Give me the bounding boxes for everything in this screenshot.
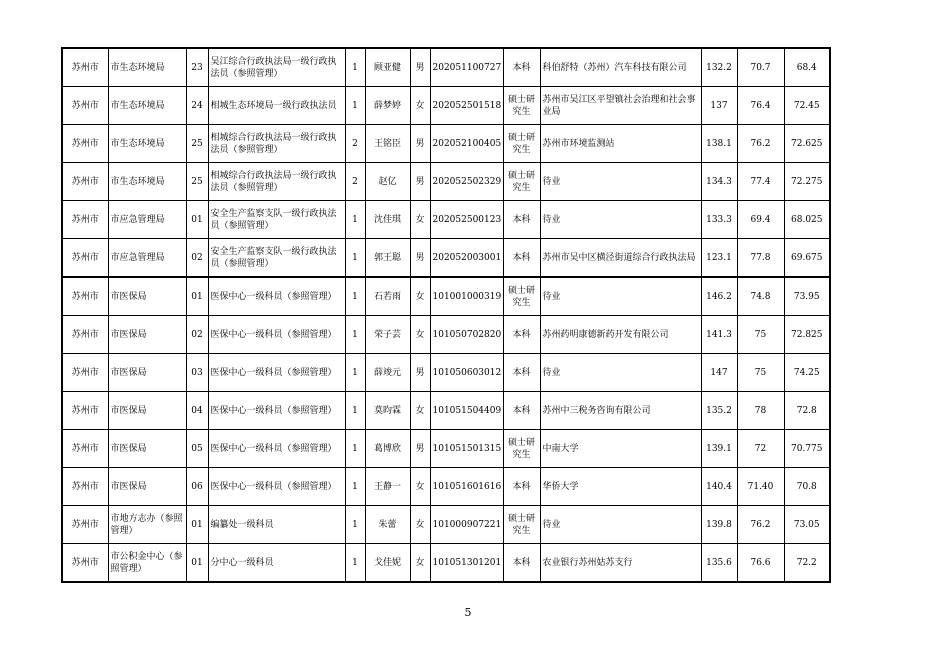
gender-cell: 女 <box>410 506 430 544</box>
table-row <box>62 201 830 239</box>
written-score-cell: 140.4 <box>701 468 737 506</box>
written-score-cell: 132.2 <box>701 48 737 87</box>
position-code-cell: 01 <box>186 201 208 239</box>
exam-number-cell: 101050702820 <box>430 316 503 354</box>
table-row <box>62 468 830 506</box>
exam-number-cell: 101001000319 <box>430 277 503 316</box>
city-cell: 苏州市 <box>62 87 108 125</box>
name-cell: 莫昀霖 <box>365 392 410 430</box>
position-code-cell: 01 <box>186 506 208 544</box>
name-cell: 王铭臣 <box>365 125 410 163</box>
table-body <box>62 48 830 582</box>
position-code-cell: 24 <box>186 87 208 125</box>
employer-cell: 苏州中三税务咨询有限公司 <box>540 392 701 430</box>
total-score-cell: 68.4 <box>784 48 830 87</box>
table-row <box>62 392 830 430</box>
name-cell: 薛梦婷 <box>365 87 410 125</box>
position-code-cell: 23 <box>186 48 208 87</box>
gender-cell: 男 <box>410 354 430 392</box>
interview-score-cell: 75 <box>737 354 784 392</box>
education-cell: 本科 <box>503 201 540 239</box>
city-cell: 苏州市 <box>62 125 108 163</box>
name-cell: 葛博欣 <box>365 430 410 468</box>
position-code-cell: 25 <box>186 125 208 163</box>
exam-number-cell: 101051501315 <box>430 430 503 468</box>
position-code-cell: 01 <box>186 544 208 583</box>
city-cell: 苏州市 <box>62 316 108 354</box>
position-cell: 医保中心一级科员（参照管理） <box>208 277 345 316</box>
interview-score-cell: 71.40 <box>737 468 784 506</box>
gender-cell: 女 <box>410 544 430 583</box>
position-cell: 编纂处一级科员 <box>208 506 345 544</box>
interview-score-cell: 76.6 <box>737 544 784 583</box>
interview-score-cell: 70.7 <box>737 48 784 87</box>
quota-cell: 1 <box>345 392 365 430</box>
education-cell: 硕士研究生 <box>503 163 540 201</box>
gender-cell: 女 <box>410 392 430 430</box>
department-cell: 市地方志办（参照管理） <box>108 506 186 544</box>
department-cell: 市医保局 <box>108 392 186 430</box>
quota-cell: 1 <box>345 506 365 544</box>
name-cell: 郭王聪 <box>365 239 410 278</box>
exam-number-cell: 202051100727 <box>430 48 503 87</box>
position-code-cell: 01 <box>186 277 208 316</box>
interview-score-cell: 72 <box>737 430 784 468</box>
total-score-cell: 69.675 <box>784 239 830 278</box>
table-row <box>62 239 830 278</box>
exam-number-cell: 101000907221 <box>430 506 503 544</box>
position-code-cell: 03 <box>186 354 208 392</box>
table-row <box>62 48 830 87</box>
employer-cell: 待业 <box>540 354 701 392</box>
total-score-cell: 73.05 <box>784 506 830 544</box>
table-row <box>62 544 830 583</box>
employer-cell: 农业银行苏州姑苏支行 <box>540 544 701 583</box>
exam-number-cell: 202052501518 <box>430 87 503 125</box>
department-cell: 市医保局 <box>108 468 186 506</box>
written-score-cell: 137 <box>701 87 737 125</box>
interview-score-cell: 77.4 <box>737 163 784 201</box>
employer-cell: 科伯舒特（苏州）汽车科技有限公司 <box>540 48 701 87</box>
written-score-cell: 146.2 <box>701 277 737 316</box>
position-cell: 吴江综合行政执法局一级行政执法员（参照管理） <box>208 48 345 87</box>
city-cell: 苏州市 <box>62 277 108 316</box>
position-cell: 安全生产监察支队一级行政执法员（参照管理） <box>208 201 345 239</box>
name-cell: 戈佳妮 <box>365 544 410 583</box>
position-cell: 医保中心一级科员（参照管理） <box>208 430 345 468</box>
department-cell: 市医保局 <box>108 430 186 468</box>
city-cell: 苏州市 <box>62 201 108 239</box>
quota-cell: 1 <box>345 48 365 87</box>
position-cell: 相城生态环境局一级行政执法员 <box>208 87 345 125</box>
position-code-cell: 02 <box>186 316 208 354</box>
gender-cell: 女 <box>410 316 430 354</box>
name-cell: 赵亿 <box>365 163 410 201</box>
position-cell: 相城综合行政执法局一级行政执法员（参照管理） <box>208 163 345 201</box>
quota-cell: 1 <box>345 316 365 354</box>
written-score-cell: 141.3 <box>701 316 737 354</box>
education-cell: 硕士研究生 <box>503 506 540 544</box>
quota-cell: 1 <box>345 354 365 392</box>
interview-score-cell: 75 <box>737 316 784 354</box>
written-score-cell: 147 <box>701 354 737 392</box>
total-score-cell: 70.775 <box>784 430 830 468</box>
written-score-cell: 135.2 <box>701 392 737 430</box>
position-cell: 医保中心一级科员（参照管理） <box>208 468 345 506</box>
education-cell: 硕士研究生 <box>503 430 540 468</box>
table-row <box>62 87 830 125</box>
name-cell: 石若雨 <box>365 277 410 316</box>
written-score-cell: 134.3 <box>701 163 737 201</box>
position-cell: 相城综合行政执法局一级行政执法员（参照管理） <box>208 125 345 163</box>
written-score-cell: 139.1 <box>701 430 737 468</box>
position-cell: 医保中心一级科员（参照管理） <box>208 354 345 392</box>
written-score-cell: 123.1 <box>701 239 737 278</box>
position-cell: 分中心一级科员 <box>208 544 345 583</box>
quota-cell: 1 <box>345 201 365 239</box>
city-cell: 苏州市 <box>62 430 108 468</box>
education-cell: 本科 <box>503 316 540 354</box>
position-code-cell: 05 <box>186 430 208 468</box>
table-row <box>62 163 830 201</box>
exam-number-cell: 202052502329 <box>430 163 503 201</box>
exam-number-cell: 101051601616 <box>430 468 503 506</box>
gender-cell: 男 <box>410 125 430 163</box>
table-row <box>62 430 830 468</box>
exam-number-cell: 101051301201 <box>430 544 503 583</box>
total-score-cell: 72.625 <box>784 125 830 163</box>
quota-cell: 2 <box>345 125 365 163</box>
name-cell: 沈佳琪 <box>365 201 410 239</box>
position-code-cell: 02 <box>186 239 208 278</box>
position-code-cell: 06 <box>186 468 208 506</box>
quota-cell: 1 <box>345 544 365 583</box>
position-cell: 安全生产监察支队一级行政执法员（参照管理） <box>208 239 345 278</box>
table-row <box>62 277 830 316</box>
education-cell: 本科 <box>503 354 540 392</box>
employer-cell: 待业 <box>540 506 701 544</box>
interview-score-cell: 69.4 <box>737 201 784 239</box>
education-cell: 本科 <box>503 544 540 583</box>
table-row <box>62 125 830 163</box>
employer-cell: 华侨大学 <box>540 468 701 506</box>
education-cell: 硕士研究生 <box>503 125 540 163</box>
exam-number-cell: 202052003001 <box>430 239 503 278</box>
total-score-cell: 72.825 <box>784 316 830 354</box>
written-score-cell: 138.1 <box>701 125 737 163</box>
city-cell: 苏州市 <box>62 354 108 392</box>
quota-cell: 1 <box>345 277 365 316</box>
gender-cell: 女 <box>410 201 430 239</box>
name-cell: 朱蕾 <box>365 506 410 544</box>
position-code-cell: 04 <box>186 392 208 430</box>
city-cell: 苏州市 <box>62 163 108 201</box>
department-cell: 市应急管理局 <box>108 201 186 239</box>
total-score-cell: 70.8 <box>784 468 830 506</box>
exam-number-cell: 202052500123 <box>430 201 503 239</box>
department-cell: 市应急管理局 <box>108 239 186 278</box>
interview-score-cell: 76.2 <box>737 506 784 544</box>
name-cell: 顾亚健 <box>365 48 410 87</box>
department-cell: 市生态环境局 <box>108 163 186 201</box>
city-cell: 苏州市 <box>62 239 108 278</box>
total-score-cell: 72.275 <box>784 163 830 201</box>
exam-number-cell: 101050603012 <box>430 354 503 392</box>
total-score-cell: 74.25 <box>784 354 830 392</box>
total-score-cell: 68.025 <box>784 201 830 239</box>
table-row <box>62 506 830 544</box>
quota-cell: 1 <box>345 468 365 506</box>
department-cell: 市生态环境局 <box>108 87 186 125</box>
position-code-cell: 25 <box>186 163 208 201</box>
gender-cell: 女 <box>410 87 430 125</box>
total-score-cell: 72.2 <box>784 544 830 583</box>
quota-cell: 2 <box>345 163 365 201</box>
city-cell: 苏州市 <box>62 392 108 430</box>
interview-score-cell: 78 <box>737 392 784 430</box>
page-number: 5 <box>464 606 472 619</box>
education-cell: 硕士研究生 <box>503 277 540 316</box>
gender-cell: 男 <box>410 163 430 201</box>
department-cell: 市医保局 <box>108 277 186 316</box>
gender-cell: 女 <box>410 468 430 506</box>
table-row <box>62 354 830 392</box>
employer-cell: 中南大学 <box>540 430 701 468</box>
employer-cell: 待业 <box>540 163 701 201</box>
education-cell: 本科 <box>503 392 540 430</box>
exam-number-cell: 202052100405 <box>430 125 503 163</box>
interview-score-cell: 74.8 <box>737 277 784 316</box>
total-score-cell: 72.8 <box>784 392 830 430</box>
department-cell: 市医保局 <box>108 316 186 354</box>
employer-cell: 苏州市吴江区平望镇社会治理和社会事业局 <box>540 87 701 125</box>
position-cell: 医保中心一级科员（参照管理） <box>208 316 345 354</box>
interview-score-cell: 76.2 <box>737 125 784 163</box>
results-table <box>61 47 831 583</box>
quota-cell: 1 <box>345 87 365 125</box>
exam-number-cell: 101051504409 <box>430 392 503 430</box>
employer-cell: 苏州药明康德新药开发有限公司 <box>540 316 701 354</box>
employer-cell: 待业 <box>540 201 701 239</box>
education-cell: 本科 <box>503 468 540 506</box>
table-row <box>62 316 830 354</box>
written-score-cell: 135.6 <box>701 544 737 583</box>
position-cell: 医保中心一级科员（参照管理） <box>208 392 345 430</box>
employer-cell: 苏州市环境监测站 <box>540 125 701 163</box>
city-cell: 苏州市 <box>62 544 108 583</box>
city-cell: 苏州市 <box>62 48 108 87</box>
name-cell: 荣子芸 <box>365 316 410 354</box>
total-score-cell: 72.45 <box>784 87 830 125</box>
gender-cell: 女 <box>410 277 430 316</box>
education-cell: 本科 <box>503 239 540 278</box>
city-cell: 苏州市 <box>62 506 108 544</box>
written-score-cell: 139.8 <box>701 506 737 544</box>
city-cell: 苏州市 <box>62 468 108 506</box>
department-cell: 市生态环境局 <box>108 48 186 87</box>
department-cell: 市生态环境局 <box>108 125 186 163</box>
quota-cell: 1 <box>345 239 365 278</box>
name-cell: 王静一 <box>365 468 410 506</box>
education-cell: 硕士研究生 <box>503 87 540 125</box>
quota-cell: 1 <box>345 430 365 468</box>
gender-cell: 男 <box>410 48 430 87</box>
gender-cell: 男 <box>410 239 430 278</box>
gender-cell: 男 <box>410 430 430 468</box>
employer-cell: 待业 <box>540 277 701 316</box>
total-score-cell: 73.95 <box>784 277 830 316</box>
department-cell: 市公积金中心（参照管理） <box>108 544 186 583</box>
employer-cell: 苏州市吴中区横泾街道综合行政执法局 <box>540 239 701 278</box>
name-cell: 薛竣元 <box>365 354 410 392</box>
education-cell: 本科 <box>503 48 540 87</box>
written-score-cell: 133.3 <box>701 201 737 239</box>
interview-score-cell: 76.4 <box>737 87 784 125</box>
interview-score-cell: 77.8 <box>737 239 784 278</box>
department-cell: 市医保局 <box>108 354 186 392</box>
